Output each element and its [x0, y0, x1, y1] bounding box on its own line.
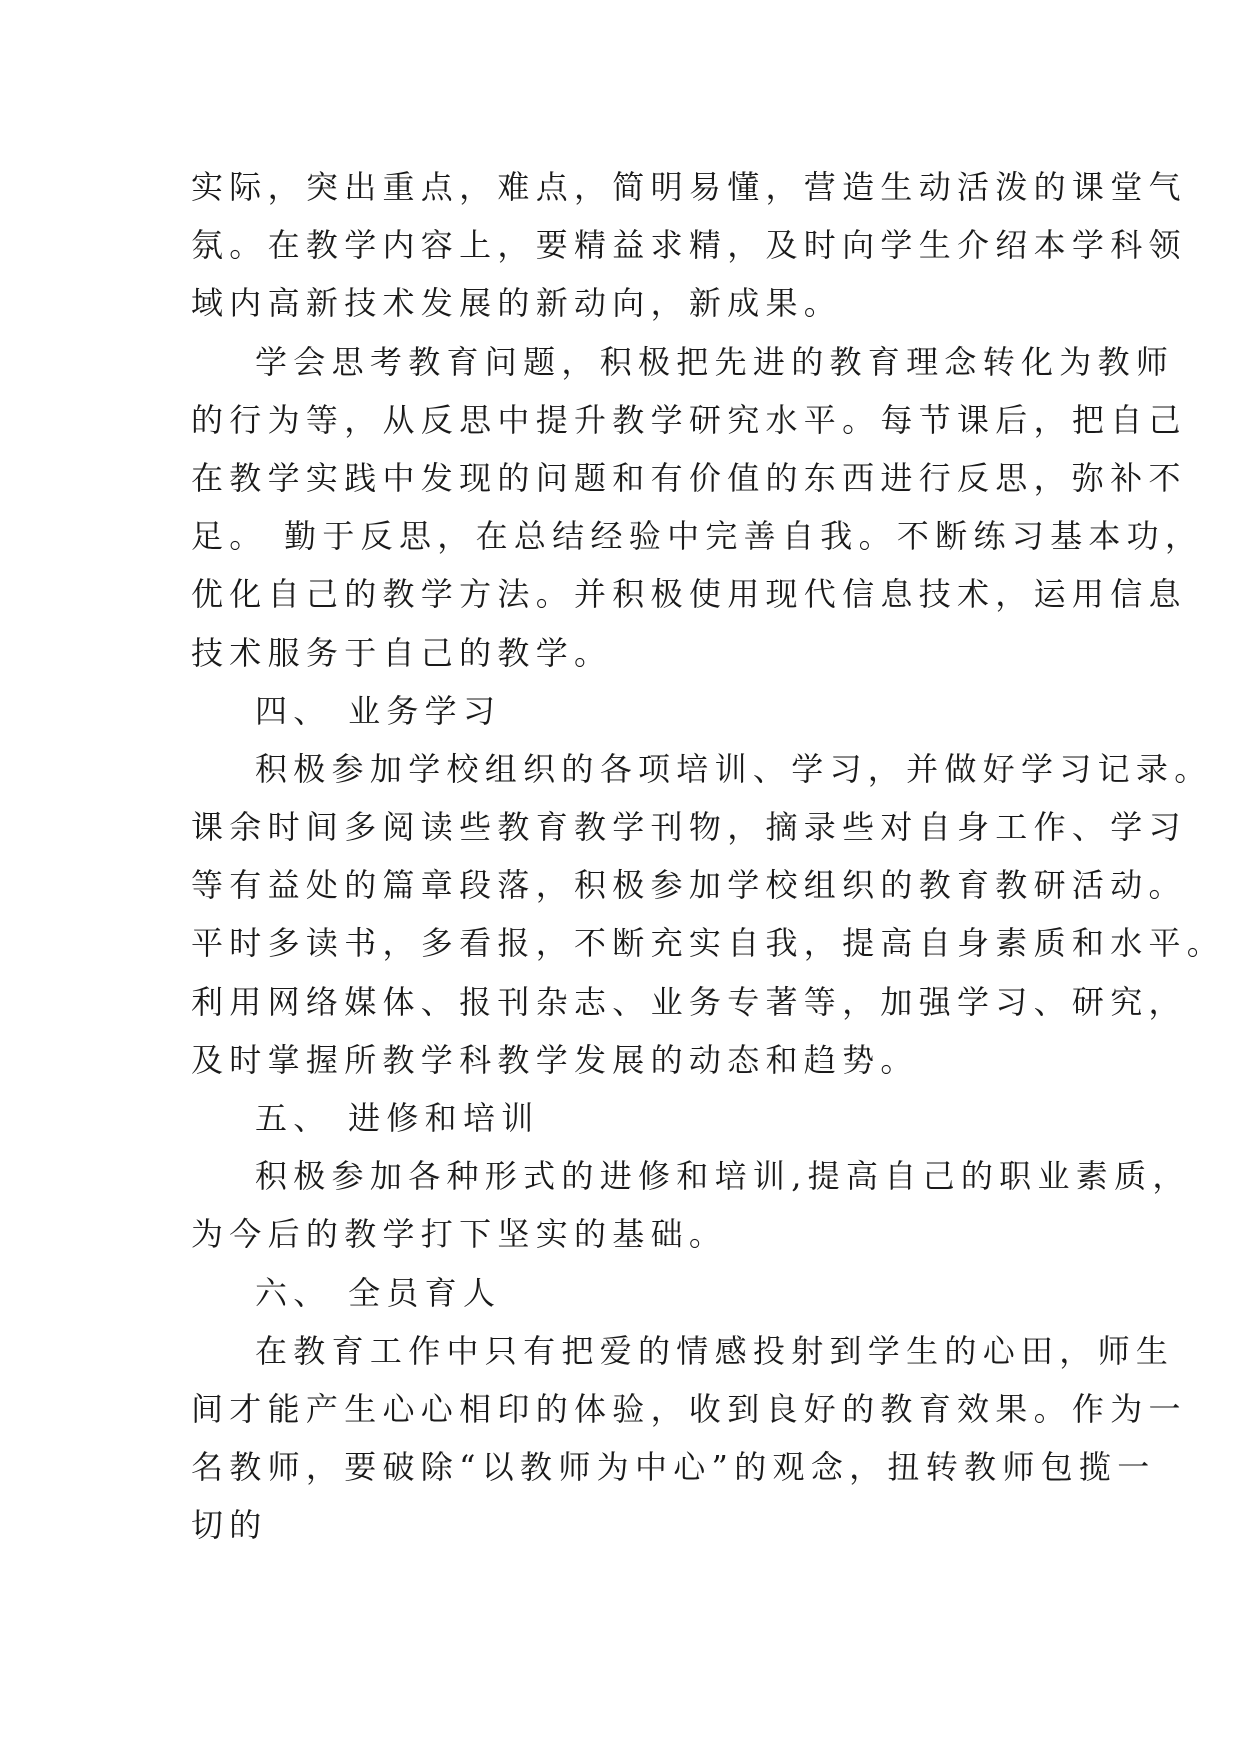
text-line: 间才能产生心心相印的体验，收到良好的教育效果。作为一	[191, 1389, 1187, 1428]
paragraph-start-line: 积极参加学校组织的各项培训、学习，并做好学习记录。	[255, 749, 1213, 788]
text-line: 切的	[191, 1506, 268, 1545]
text-line: 平时多读书，多看报，不断充实自我，提高自身素质和水平。	[191, 924, 1226, 963]
text-line: 实际，突出重点，难点，简明易懂，营造生动活泼的课堂气	[191, 168, 1187, 206]
text-line: 域内高新技术发展的新动向，新成果。	[191, 284, 843, 323]
text-line: 氛。在教学内容上，要精益求精，及时向学生介绍本学科领	[191, 226, 1187, 265]
paragraph-start-line: 在教育工作中只有把爱的情感投射到学生的心田，师生	[255, 1331, 1175, 1370]
section-heading: 五、 进修和培训	[255, 1099, 540, 1137]
text-line: 为今后的教学打下坚实的基础。	[191, 1215, 728, 1254]
text-line: 足。 勤于反思，在总结经验中完善自我。不断练习基本功，	[191, 517, 1204, 556]
text-line: 技术服务于自己的教学。	[191, 633, 613, 672]
text-line: 等有益处的篇章段落，积极参加学校组织的教育教研活动。	[191, 866, 1187, 905]
paragraph-start-line: 积极参加各种形式的进修和培训,提高自己的职业素质，	[255, 1157, 1191, 1196]
text-line: 课余时间多阅读些教育教学刊物，摘录些对自身工作、学习	[191, 808, 1187, 847]
text-line: 优化自己的教学方法。并积极使用现代信息技术，运用信息	[191, 575, 1187, 614]
text-line: 及时掌握所教学科教学发展的动态和趋势。	[191, 1040, 919, 1079]
section-heading: 四、 业务学习	[255, 691, 502, 730]
text-line: 利用网络媒体、报刊杂志、业务专著等，加强学习、研究，	[191, 982, 1187, 1021]
paragraph-start-line: 学会思考教育问题，积极把先进的教育理念转化为教师	[255, 342, 1175, 381]
document-body	[191, 158, 1226, 1555]
section-heading: 六、 全员育人	[255, 1273, 502, 1312]
text-line: 的行为等，从反思中提升教学研究水平。每节课后，把自己	[191, 400, 1187, 439]
text-line: 在教学实践中发现的问题和有价值的东西进行反思，弥补不	[191, 458, 1187, 497]
text-line: 名教师，要破除“以教师为中心”的观念，扭转教师包揽一	[191, 1448, 1156, 1487]
